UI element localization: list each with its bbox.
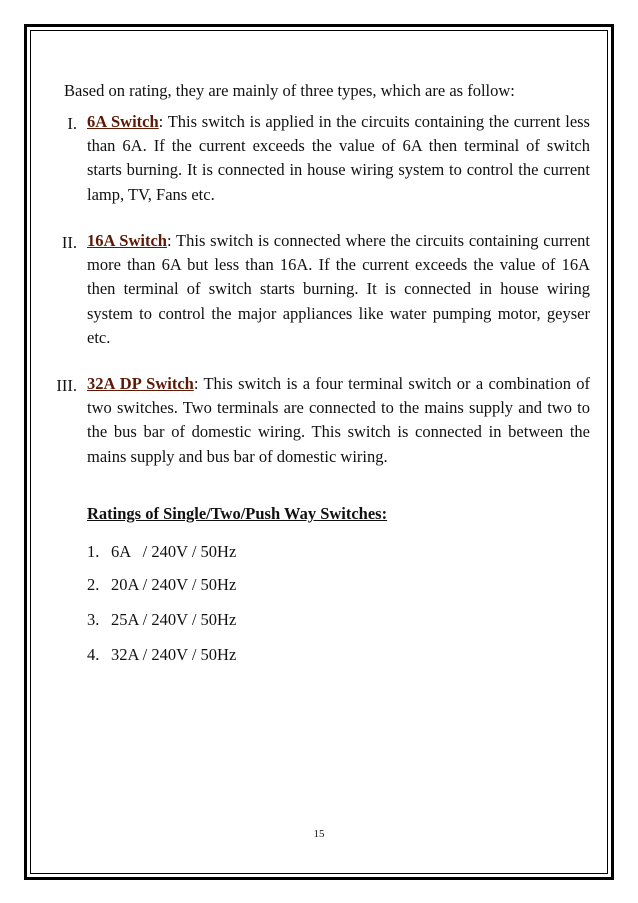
item-body [87, 110, 590, 207]
intro-paragraph: Based on rating, they are mainly of three types, which are as follow: [64, 81, 515, 100]
rating-number: 3. [87, 610, 100, 629]
rating-text: 6A / 240V / 50Hz [111, 542, 237, 561]
item-numeral: II. [61, 233, 77, 252]
item-body [87, 372, 590, 469]
item-text: This switch is connected where the circuits containing current more than 6A but less than 16A. If the current exceeds the value of 16A then terminal of switch starts burning. It is connected in house wiring system to control the major appliances like water pumping motor, geyser etc. [87, 231, 590, 347]
rating-number: 1. [87, 542, 100, 561]
rating-number: 4. [87, 645, 100, 664]
rating-text: 32A / 240V / 50Hz [111, 645, 237, 664]
item-separator: : [193, 374, 199, 393]
rating-number: 2. [87, 575, 100, 594]
item-numeral: I. [67, 114, 77, 133]
item-numeral: III. [56, 376, 77, 395]
item-text: This switch is applied in the circuits containing the current less than 6A. If the current exceeds the value of 6A then terminal of switch starts burning. It is connected in house wiring system to control the current lamp, TV, Fans etc. [87, 112, 590, 204]
item-term: 16A Switch [87, 231, 167, 250]
rating-text: 25A / 240V / 50Hz [111, 610, 237, 629]
page-number: 15 [313, 828, 325, 840]
item-text: This switch is a four terminal switch or a combination of two switches. Two terminals are connected to the mains supply and two to the bus bar of domestic wiring. This switch is connected in between the mains supply and bus bar of domestic wiring. [87, 374, 590, 466]
rating-list-item [87, 574, 236, 596]
item-separator: : [166, 231, 172, 250]
item-body [87, 229, 590, 350]
rating-list-item [87, 541, 236, 563]
item-separator: : [158, 112, 164, 131]
rating-list-item [87, 609, 236, 631]
item-term: 32A DP Switch [87, 374, 194, 393]
item-term: 6A Switch [87, 112, 159, 131]
rating-text: 20A / 240V / 50Hz [111, 575, 237, 594]
ratings-heading: Ratings of Single/Two/Push Way Switches: [87, 504, 388, 523]
rating-list-item [87, 644, 236, 666]
